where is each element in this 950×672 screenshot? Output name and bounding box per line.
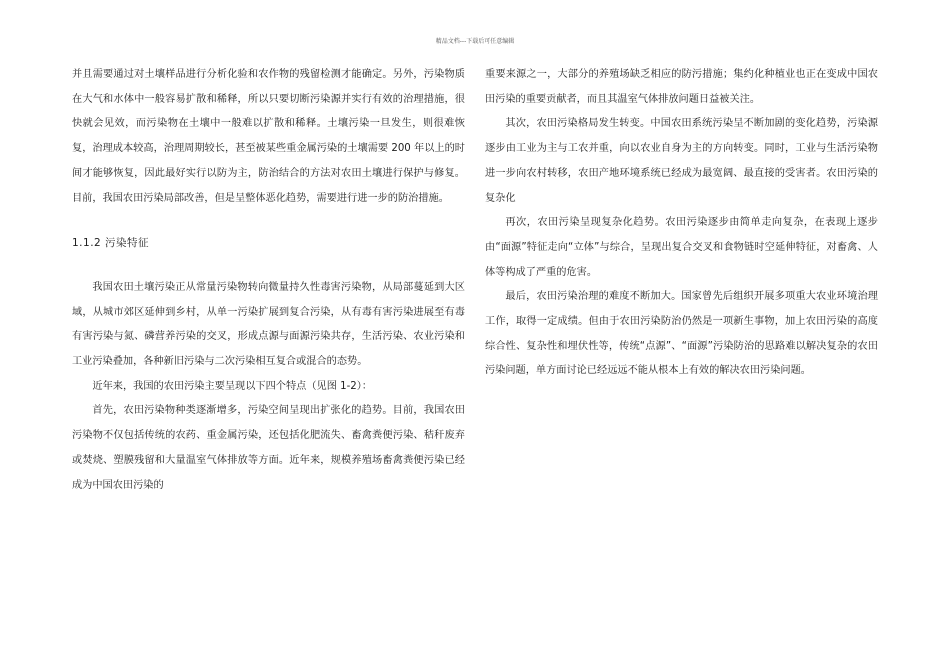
paragraph-fourth-feature: 最后，农田污染治理的难度不断加大。国家曾先后组织开展多项重大农业环境治理工作，取得一定成绩。但由于农田污染防治仍然是一项新生事物，加上农田污染的高度综合性、复杂性和埋伏性等，传统“点源”、“面源”污染防治的思路难以解决复杂的农田污染问题，单方面讨论已经远远不能从根本上有效的解决农田污染问题。 bbox=[485, 291, 878, 377]
section-heading: 1.1.2 污染特征 bbox=[72, 237, 150, 250]
left-column bbox=[72, 63, 465, 498]
paragraph-soil-pollution-traits: 并且需要通过对土壤样品进行分析化验和农作物的残留检测才能确定。另外，污染物质在大气和水体中一般容易扩散和稀释，所以只要切断污染源并实行有效的治理措施，很快就会见效，而污染物在土壤中一般难以扩散和稀释。土壤污染一旦发生，则很难恢复，治理成本较高，治理周期较长，甚至被某些重金属污染的土壤需要 200 年以上的时间才能够恢复，因此最好实行以防为主，防治结合的方法对农田土壤进行保护与修复。目前，我国农田污染局部改善，但是呈整体恶化趋势，需要进行进一步的防治措施。 bbox=[72, 69, 465, 204]
paragraph-third-feature: 再次，农田污染呈现复杂化趋势。农田污染逐步由简单走向复杂，在表现上逐步由“面源”特征走向“立体”与综合，呈现出复合交叉和食物链时空延伸特征，对畜禽、人体等构成了严重的危害。 bbox=[485, 217, 878, 278]
page-header: 精品文档---下载后可任意编辑 bbox=[435, 38, 515, 45]
right-column bbox=[485, 63, 878, 384]
paragraph-second-feature: 其次，农田污染格局发生转变。中国农田系统污染呈不断加剧的变化趋势，污染源逐步由工业为主与工农并重，向以农业自身为主的方向转变。同时，工业与生活污染物进一步向农村转移，农田产地环境系统已经成为最宽阔、最直接的受害者。农田污染的复杂化 bbox=[485, 118, 878, 204]
paragraph-pollution-trend: 我国农田土壤污染正从常量污染物转向微量持久性毒害污染物，从局部蔓延到大区域，从城市郊区延伸到乡村，从单一污染扩展到复合污染，从有毒有害污染进展至有毒有害污染与氮、磷营养污染的交叉，形成点源与面源污染共存，生活污染、农业污染和工业污染叠加，各种新旧污染与二次污染相互复合或混合的态势。 bbox=[72, 281, 465, 368]
paragraph-first-feature-continued: 重要来源之一，大部分的养殖场缺乏相应的防污措施；集约化种植业也正在变成中国农田污染的重要贡献者，而且其温室气体排放问题日益被关注。 bbox=[485, 69, 878, 105]
paragraph-four-features-intro: 近年来，我国的农田污染主要呈现以下四个特点（见图 1-2）： bbox=[92, 380, 373, 392]
paragraph-first-feature: 首先，农田污染物种类逐渐增多，污染空间呈现出扩张化的趋势。目前，我国农田污染物不仅包括传统的农药、重金属污染，还包括化肥流失、畜禽粪便污染、秸秆废弃或焚烧、塑膜残留和大量温室气体排放等方面。近年来，规模养殖场畜禽粪便污染已经成为中国农田污染的 bbox=[72, 405, 465, 491]
